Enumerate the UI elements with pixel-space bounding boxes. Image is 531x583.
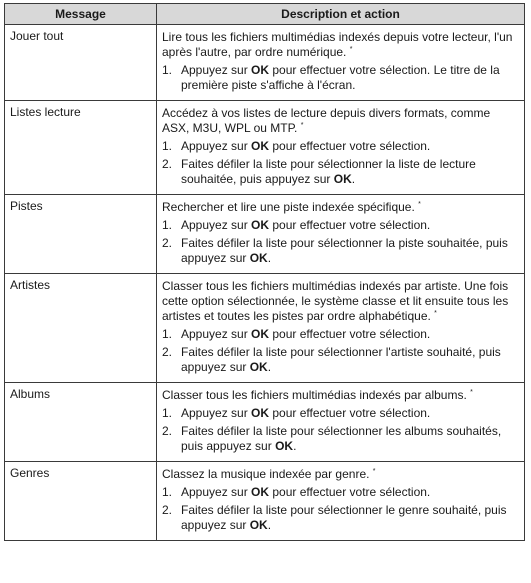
step-key-ok: OK [249,251,268,265]
step-number: 1. [162,218,173,232]
step-number: 2. [162,157,173,171]
step-text-end: . [267,251,272,265]
header-message: Message [5,4,157,25]
description-intro [162,106,520,136]
step-key-ok: OK [251,63,270,77]
step-number: 2. [162,345,173,359]
message-cell: Jouer tout [5,25,157,101]
step-text-end: pour effectuer votre sélection. [269,485,431,499]
step-item [162,406,520,421]
step-text: Faites défiler la liste pour sélectionner la liste de lecture souhaitée, puis appuyez sur [181,157,476,186]
description-intro [162,467,520,482]
intro-text: Classer tous les fichiers multimédias indexés par albums. [162,388,467,402]
table-row [5,383,525,462]
table-row [5,195,525,274]
step-key-ok: OK [251,485,270,499]
intro-text: Classez la musique indexée par genre. [162,467,370,481]
description-cell [157,195,525,274]
step-number: 2. [162,503,173,517]
table-row [5,274,525,383]
step-text: Faites défiler la liste pour sélectionner les albums souhaités, puis appuyez sur [181,424,502,453]
step-key-ok: OK [251,406,270,420]
description-intro [162,279,520,324]
step-text-end: pour effectuer votre sélection. [269,139,431,153]
header-description: Description et action [157,4,525,25]
table-header-row [5,4,525,25]
step-key-ok: OK [251,218,270,232]
step-text-end: pour effectuer votre sélection. [269,406,431,420]
description-intro [162,200,520,215]
step-number: 1. [162,63,173,77]
step-text: Appuyez sur [181,63,252,77]
description-intro [162,388,520,403]
step-key-ok: OK [333,172,352,186]
footnote-marker: * [349,46,353,53]
description-cell [157,25,525,101]
step-item [162,485,520,500]
step-item [162,424,520,454]
step-key-ok: OK [249,360,268,374]
step-item [162,157,520,187]
description-cell [157,274,525,383]
step-list [162,63,520,93]
step-text: Faites défiler la liste pour sélectionner le genre souhaité, puis appuyez sur [181,503,507,532]
footnote-marker: * [300,122,304,129]
step-text: Appuyez sur [181,485,252,499]
step-number: 1. [162,485,173,499]
step-text-end: . [293,439,297,453]
step-list [162,218,520,266]
step-list [162,139,520,187]
media-options-table [4,3,525,541]
step-key-ok: OK [251,327,270,341]
step-list [162,406,520,454]
footnote-marker: * [470,389,473,396]
footnote-marker: * [434,310,437,317]
description-intro [162,30,520,60]
step-number: 2. [162,236,173,250]
step-text: Appuyez sur [181,406,252,420]
step-text-end: . [267,360,272,374]
table-row [5,25,525,101]
step-text-end: pour effectuer votre sélection. Le titre de la première piste s'affiche à l'écran. [181,63,500,92]
step-item [162,63,520,93]
step-text: Faites défiler la liste pour sélectionner l'artiste souhaité, puis appuyez sur [181,345,501,374]
step-text-end: pour effectuer votre sélection. [269,218,431,232]
step-list [162,327,520,375]
description-cell [157,383,525,462]
table-row [5,462,525,541]
message-cell: Listes lecture [5,101,157,195]
description-cell [157,101,525,195]
step-text: Faites défiler la liste pour sélectionner la piste souhaitée, puis appuyez sur [181,236,508,265]
step-text: Appuyez sur [181,139,252,153]
step-key-ok: OK [249,518,268,532]
step-text: Appuyez sur [181,327,252,341]
step-key-ok: OK [275,439,294,453]
footnote-marker: * [372,468,376,475]
message-cell: Artistes [5,274,157,383]
table-row [5,101,525,195]
intro-text: Lire tous les fichiers multimédias indexés depuis votre lecteur, l'un après l'autre, par ordre numérique. [162,30,513,59]
step-list [162,485,520,533]
step-text-end: . [267,518,272,532]
step-text-end: . [351,172,356,186]
message-cell: Genres [5,462,157,541]
step-number: 1. [162,406,173,420]
step-text: Appuyez sur [181,218,252,232]
message-cell: Albums [5,383,157,462]
step-number: 2. [162,424,173,438]
intro-text: Classer tous les fichiers multimédias indexés par artiste. Une fois cette option sélectionnée, le système classe et lit ensuite tous les artistes et toutes les pistes par ordre alphabétique. [162,279,509,323]
step-number: 1. [162,139,173,153]
description-cell [157,462,525,541]
step-item [162,327,520,342]
step-number: 1. [162,327,173,341]
intro-text: Accédez à vos listes de lecture depuis divers formats, comme ASX, M3U, WPL ou MTP. [162,106,491,135]
step-item [162,218,520,233]
step-item [162,503,520,533]
footnote-marker: * [418,201,421,208]
message-cell: Pistes [5,195,157,274]
step-item [162,236,520,266]
step-text-end: pour effectuer votre sélection. [269,327,431,341]
step-item [162,345,520,375]
step-key-ok: OK [251,139,270,153]
step-item [162,139,520,154]
intro-text: Rechercher et lire une piste indexée spécifique. [162,200,415,214]
